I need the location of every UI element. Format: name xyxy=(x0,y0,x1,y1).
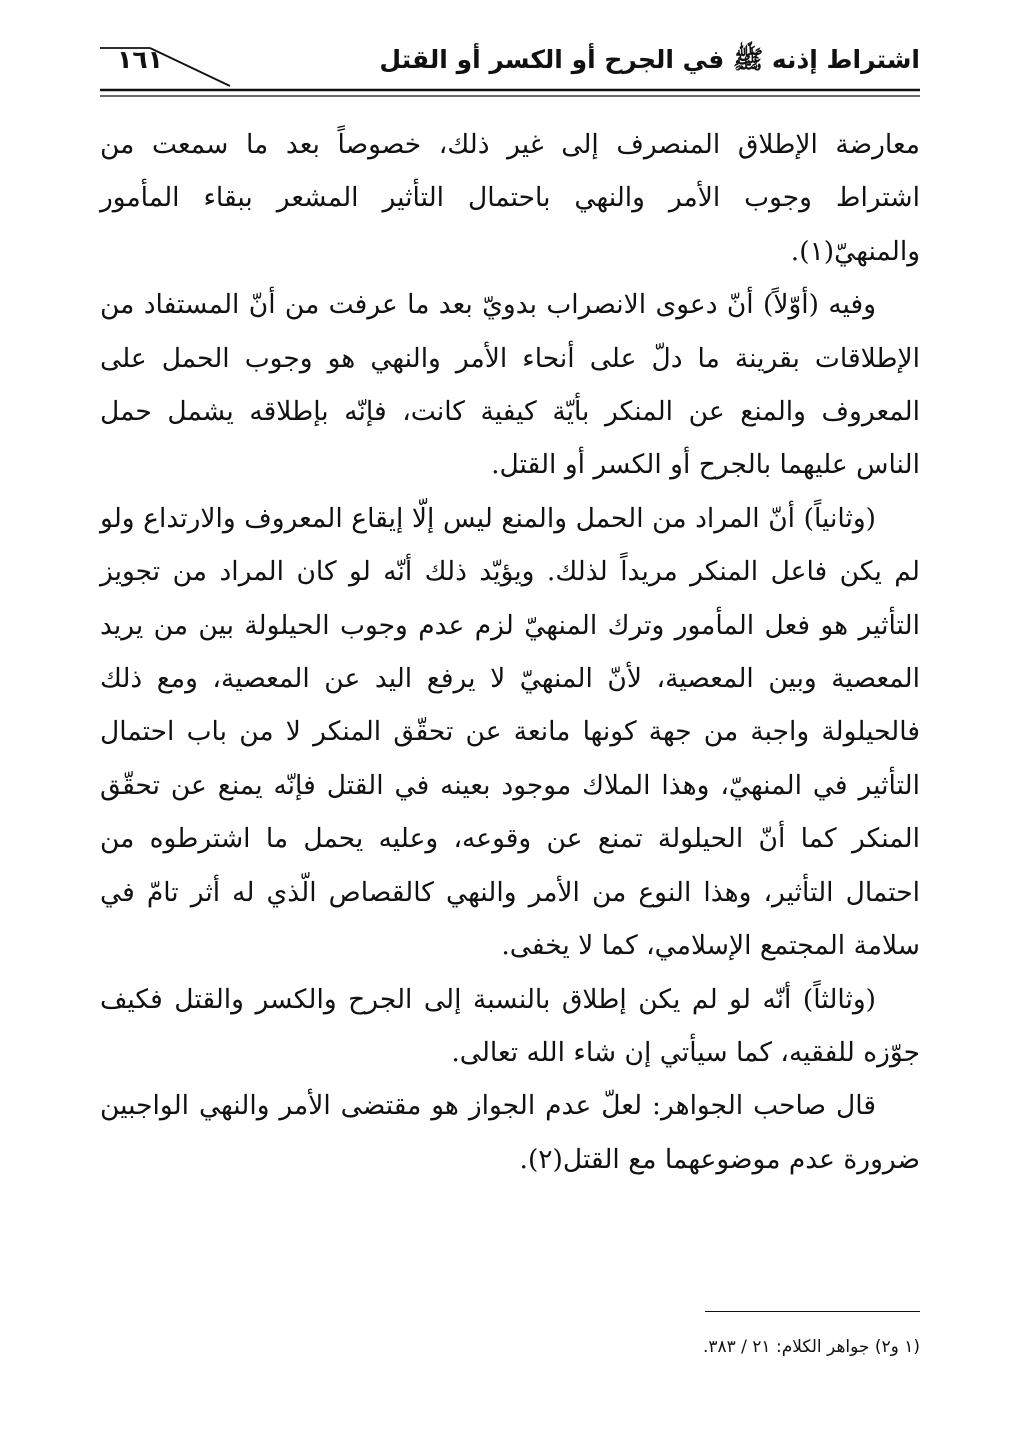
main-text xyxy=(100,118,920,1186)
page-number: ١٦١ xyxy=(117,45,163,74)
footnote-1: (١ و٢) جواهر الكلام: ٢١ / ٣٨٣. xyxy=(702,1337,920,1357)
paragraph-5: قال صاحب الجواهر: لعلّ عدم الجواز هو مقتضى الأمر والنهي الواجبين ضرورة عدم موضوعهما مع القتل(٢). xyxy=(100,1090,920,1175)
paragraph-2: وفيه (أوّلاً) أنّ دعوى الانصراب بدويّ بعد ما عرفت من أنّ المستفاد من الإطلاقات بقرينة ما دلّ على أنحاء الأمر والنهي هو وجوب الحمل على المعروف والمنع عن المنكر بأيّة كيفية كانت، فإنّه بإطلاقه يشمل حمل الناس عليهما بالجرح أو الكسر أو القتل. xyxy=(100,289,920,481)
paragraph-3: (وثانياً) أنّ المراد من الحمل والمنع ليس إلّا إيقاع المعروف والارتداع ولو لم يكن فاعل المنكر مريداً لذلك. ويؤيّد ذلك أنّه لو كان المراد من تجويز التأثير هو فعل المأمور وترك المنهيّ لزم عدم وجوب الحيلولة بين من يريد المعصية وبين المعصية، لأنّ المنهيّ لا يرفع اليد عن المعصية، ومع ذلك فالحيلولة واجبة من جهة كونها مانعة عن تحقّق المنكر لا من باب احتمال التأثير في المنهيّ، وهذا الملاك موجود بعينه في القتل فإنّه يمنع عن تحقّق المنكر كما أنّ الحيلولة تمنع عن وقوعه، وعليه يحمل ما اشترطوه من احتمال التأثير، وهذا النوع من الأمر والنهي كالقصاص الّذي له أثر تامّ في سلامة المجتمع الإسلامي، كما لا يخفى. xyxy=(100,502,920,962)
running-header xyxy=(100,38,920,100)
paragraph-4: (وثالثاً) أنّه لو لم يكن إطلاق بالنسبة إلى الجرح والكسر والقتل فكيف جوّزه للفقيه، كما سيأتي إن شاء الله تعالى. xyxy=(100,983,920,1068)
footnote-separator xyxy=(705,1311,920,1312)
paragraph-1: معارضة الإطلاق المنصرف إلى غير ذلك، خصوصاً بعد ما سمعت من اشتراط وجوب الأمر والنهي باحتمال التأثير المشعر ببقاء المأمور والمنهيّ(١). xyxy=(100,129,920,267)
running-title: اشتراط إذنه ﷺ في الجرح أو الكسر أو القتل xyxy=(379,45,920,74)
footnotes xyxy=(100,1330,920,1364)
